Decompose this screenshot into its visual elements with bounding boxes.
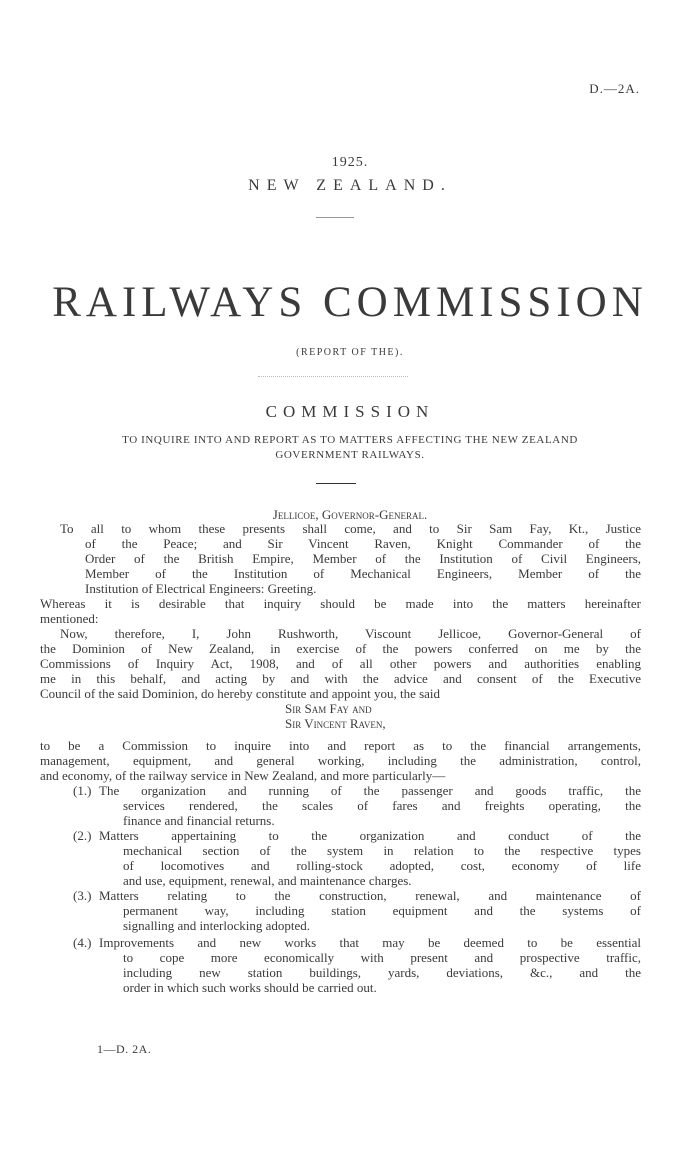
item-line: Improvements and new works that may be deemed to be essential (99, 935, 641, 950)
address-line: Order of the British Empire, Member of the Institution of Civil Engineers, (85, 551, 641, 566)
appointee-name: Sir Vincent Raven, (285, 716, 386, 731)
address-line: Member of the Institution of Mechanical Engineers, Member of the (85, 566, 641, 581)
item-number: (4.) (73, 935, 92, 950)
governor-line: Jellicoe, Governor-General. (272, 507, 428, 522)
country-name: NEW ZEALAND. (248, 177, 452, 194)
heading-rule (316, 483, 356, 484)
whereas-line: Whereas it is desirable that inquiry should be made into the matters hereinafter (40, 596, 641, 611)
commission-scope-line: and economy, of the railway service in New Zealand, and more particularly— (40, 768, 446, 783)
item-number: (2.) (73, 828, 92, 843)
signature-mark: 1—D. 2A. (97, 1042, 152, 1056)
report-title: RAILWAYS COMMISSION (52, 279, 648, 326)
appointee-name: Sir Sam Fay and (285, 701, 372, 716)
now-therefore-line: Council of the said Dominion, do hereby constitute and appoint you, the said (40, 686, 441, 701)
title-rule (316, 217, 354, 218)
commission-heading: COMMISSION (265, 402, 435, 421)
item-line: signalling and interlocking adopted. (123, 918, 311, 933)
whereas-line: mentioned: (40, 611, 99, 626)
item-line: order in which such works should be carried out. (123, 980, 377, 995)
purpose-line: GOVERNMENT RAILWAYS. (275, 449, 425, 461)
item-line: and use, equipment, renewal, and maintenance charges. (123, 873, 412, 888)
report-year: 1925. (331, 155, 369, 170)
now-therefore-line: me in this behalf, and acting by and with the advice and consent of the Executive (40, 671, 641, 686)
item-line: to cope more economically with present and prospective traffic, (123, 950, 641, 965)
now-therefore-line: Now, therefore, I, John Rushworth, Viscount Jellicoe, Governor-General of (60, 626, 641, 641)
item-line: Matters relating to the construction, renewal, and maintenance of (99, 888, 641, 903)
now-therefore-line: Commissions of Inquiry Act, 1908, and of all other powers and authorities enabling (40, 656, 641, 671)
subtitle-rule (258, 376, 408, 377)
item-line: finance and financial returns. (123, 813, 275, 828)
item-line: permanent way, including station equipment and the systems of (123, 903, 641, 918)
address-line: of the Peace; and Sir Vincent Raven, Knight Commander of the (85, 536, 641, 551)
commission-purpose (40, 433, 660, 463)
report-subtitle: (REPORT OF THE). (296, 347, 404, 358)
item-number: (1.) (73, 783, 92, 798)
item-line: Matters appertaining to the organization and conduct of the (99, 828, 641, 843)
address-line: To all to whom these presents shall come, and to Sir Sam Fay, Kt., Justice (60, 521, 641, 536)
item-line: The organization and running of the passenger and goods traffic, the (99, 783, 641, 798)
item-line: services rendered, the scales of fares and freights operating, the (123, 798, 641, 813)
page-reference: D.—2A. (589, 81, 640, 96)
item-line: of locomotives and rolling-stock adopted, cost, economy of life (123, 858, 641, 873)
item-line: including new station buildings, yards, deviations, &c., and the (123, 965, 641, 980)
item-number: (3.) (73, 888, 92, 903)
commission-scope-line: to be a Commission to inquire into and report as to the financial arrangements, (40, 738, 641, 753)
now-therefore-line: the Dominion of New Zealand, in exercise of the powers conferred on me by the (40, 641, 641, 656)
address-line: Institution of Electrical Engineers: Greeting. (85, 581, 317, 596)
purpose-line: TO INQUIRE INTO AND REPORT AS TO MATTERS AFFECTING THE NEW ZEALAND (122, 434, 578, 446)
item-line: mechanical section of the system in relation to the respective types (123, 843, 641, 858)
commission-scope-line: management, equipment, and general working, including the administration, control, (40, 753, 641, 768)
